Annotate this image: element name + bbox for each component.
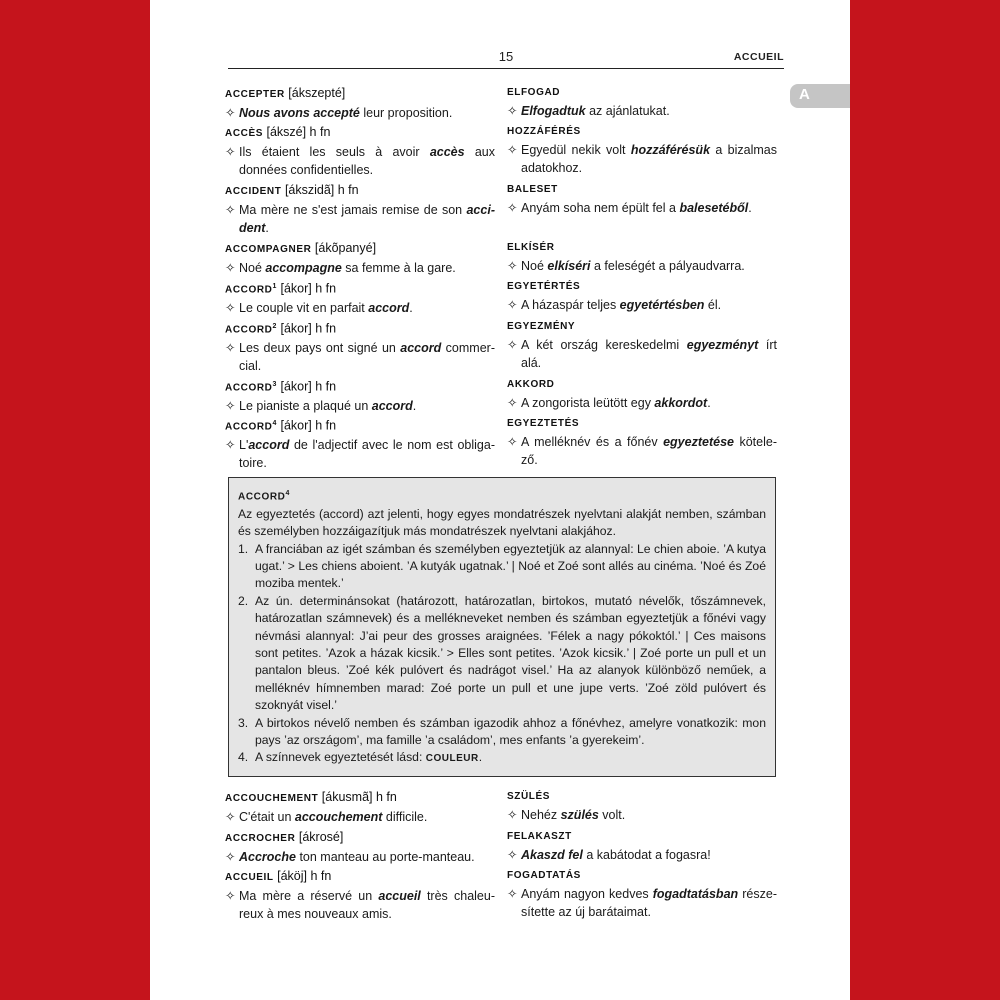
headword: ACCORD$^3$ [ákor] h fn [225, 379, 337, 394]
note-intro: Az egyeztetés (accord) azt jelenti, hogy egyes mondatrészek nyelvtani alakját nemben, számban és személyben hozzáigazítjuk más mondatrészek nyelvtani alakjához. [238, 506, 766, 539]
entry-felakaszt [507, 828, 777, 864]
entry-accident [225, 181, 495, 237]
cross-reference-link[interactable]: COULEUR [425, 753, 479, 765]
grammar-note-box [228, 477, 776, 777]
entry-egyeztetes [507, 415, 777, 469]
headword: BALESET [507, 184, 558, 195]
example: ✧ C'était un accouchement difficile. [225, 810, 428, 824]
entry-accrocher [225, 828, 495, 866]
thumb-index-tab[interactable] [790, 84, 850, 108]
example: ✧ Le couple vit en parfait accord. [225, 301, 413, 316]
entry-elfogad [507, 84, 777, 120]
headword: ACCOMPAGNER [ákõpanyé] [225, 241, 377, 255]
headword: FELAKASZT [507, 831, 572, 842]
example: ✧ L'accord de l'adjectif avec le nom est obligatoire. [225, 438, 495, 471]
entry-accord-4 [225, 415, 495, 472]
example: ✧ Ma mère ne s'est jamais remise de son accident. [225, 203, 495, 235]
headword: ELFOGAD [507, 87, 561, 98]
page-header [228, 47, 784, 69]
example: ✧ Le pianiste a plaqué un accord. [225, 399, 417, 414]
note-title: ACCORD$^4$ [238, 490, 290, 503]
headword: ACCORD$^4$ [ákor] h fn [225, 418, 337, 433]
entry-accord-3 [225, 376, 495, 415]
example: ✧ Ils étaient les seuls à avoir accès aux données confidentielles. [225, 145, 495, 177]
headword: EGYEZMÉNY [507, 321, 576, 332]
example: ✧ A házaspár teljes egyetértésben él. [507, 298, 722, 312]
note-item: 4. A színnevek egyeztetését lásd: COULEUR. [238, 750, 483, 765]
headword: ACCEPTER [ákszepté] [225, 86, 346, 100]
note-item: 2. Az ún. determinánsokat (határozott, határozatlan, birtokos, mutató névelők, tőszámnevek, határozatlan számnevek) és a mellékneveket nemben és számban egyeztetjük a főnévi vagy névmási alannyal: J’ai peur des grosses araignées. ’Félek a nagy pókoktól.’ | Ces maisons sont petites. ’Azok a házak kicsik.’ > Elles sont petites. ’Azok kicsik.’ | Zoé porte un pull et un pantalon bleus. ’Zoé kék pulóvert és nadrágot visel.’ Ha az alanyok különböző neműek, a melléknév hímnemben marad: Zoé porte un pull et une jupe verts. ’Zoé zöld pulóvert és szoknyát visel.’ [238, 593, 766, 713]
headword: ACCIDENT [ákszidã] h fn [225, 183, 359, 197]
entry-hozzaferes [507, 123, 777, 177]
entry-acces [225, 123, 495, 179]
entry-baleset [507, 181, 777, 217]
headword: ACCÈS [ákszé] h fn [225, 125, 331, 139]
entry-accepter [225, 84, 495, 122]
example: ✧ Anyám nagyon kedves fogadtatásban részesítette az új barátaimat. [507, 887, 777, 919]
entry-egyetertes [507, 278, 777, 314]
entry-akkord [507, 376, 777, 412]
example: ✧ Noé elkíséri a feleségét a pályaudvarra. [507, 259, 745, 273]
entry-accompagner [225, 239, 495, 277]
thumb-index-letter: A [799, 86, 810, 103]
headword: SZÜLÉS [507, 791, 551, 802]
headword: ELKÍSÉR [507, 242, 555, 253]
note-list [238, 541, 766, 768]
example: ✧ Elfogadtuk az ajánlatukat. [507, 104, 670, 118]
entry-accord-2 [225, 318, 495, 375]
page-number: 15 [498, 49, 514, 64]
example: ✧ A két ország kereskedelmi egyezményt írt alá. [507, 338, 777, 370]
headword: HOZZÁFÉRÉS [507, 126, 581, 137]
example: ✧ Accroche ton manteau au porte-manteau. [225, 850, 475, 864]
headword: EGYETÉRTÉS [507, 281, 581, 292]
headword: ACCUEIL [áköj] h fn [225, 869, 332, 883]
example: ✧ Noé accompagne sa femme à la gare. [225, 261, 456, 275]
headword: AKKORD [507, 379, 555, 390]
entry-egyezmeny [507, 318, 777, 372]
example: ✧ Anyám soha nem épült fel a balesetéből. [507, 201, 752, 215]
running-head: ACCUEIL [733, 51, 784, 63]
example: ✧ Akaszd fel a kabátodat a fogasra! [507, 848, 711, 862]
headword: ACCOUCHEMENT [ákusmã] h fn [225, 790, 397, 804]
example: ✧ Ma mère a réservé un accueil très chaleureux à mes nouveaux amis. [225, 889, 496, 921]
entry-accouchement [225, 788, 495, 826]
example: ✧ A zongorista leütött egy akkordot. [507, 396, 711, 410]
example: ✧ Nehéz szülés volt. [507, 808, 626, 822]
note-item: 3. A birtokos névelő nemben és számban igazodik ahhoz a főnévhez, amelyre vonatkozik: mon pays ’az országom’, ma famille ’a családom’, mes enfants ’a gyerekeim’. [238, 715, 766, 748]
entry-elkiser [507, 239, 777, 275]
example: ✧ Egyedül nekik volt hozzáférésük a bizalmas adatokhoz. [507, 143, 777, 175]
entry-accueil [225, 867, 495, 923]
headword: ACCORD$^1$ [ákor] h fn [225, 281, 337, 296]
example: ✧ Les deux pays ont signé un accord commercial. [225, 341, 495, 374]
headword: EGYEZTETÉS [507, 418, 580, 429]
example: ✧ A melléknév és a főnév egyeztetése kötelező. [507, 435, 777, 467]
headword: ACCORD$^2$ [ákor] h fn [225, 321, 337, 336]
headword: FOGADTATÁS [507, 870, 581, 881]
headword: ACCROCHER [ákrosé] [225, 830, 344, 844]
example: ✧ Nous avons accepté leur proposition. [225, 106, 453, 120]
entry-szules [507, 788, 777, 824]
entry-accord-1 [225, 278, 495, 317]
note-item: 1. A franciában az igét számban és személyben egyeztetjük az alannyal: Le chien aboie. ’A kutya ugat.’ > Les chiens aboient. ’A kutyák ugatnak.’ | Noé et Zoé sont allés au cinéma. ’Noé és Zoé moziba mentek.’ [238, 541, 766, 591]
entry-fogadtatas [507, 867, 777, 921]
